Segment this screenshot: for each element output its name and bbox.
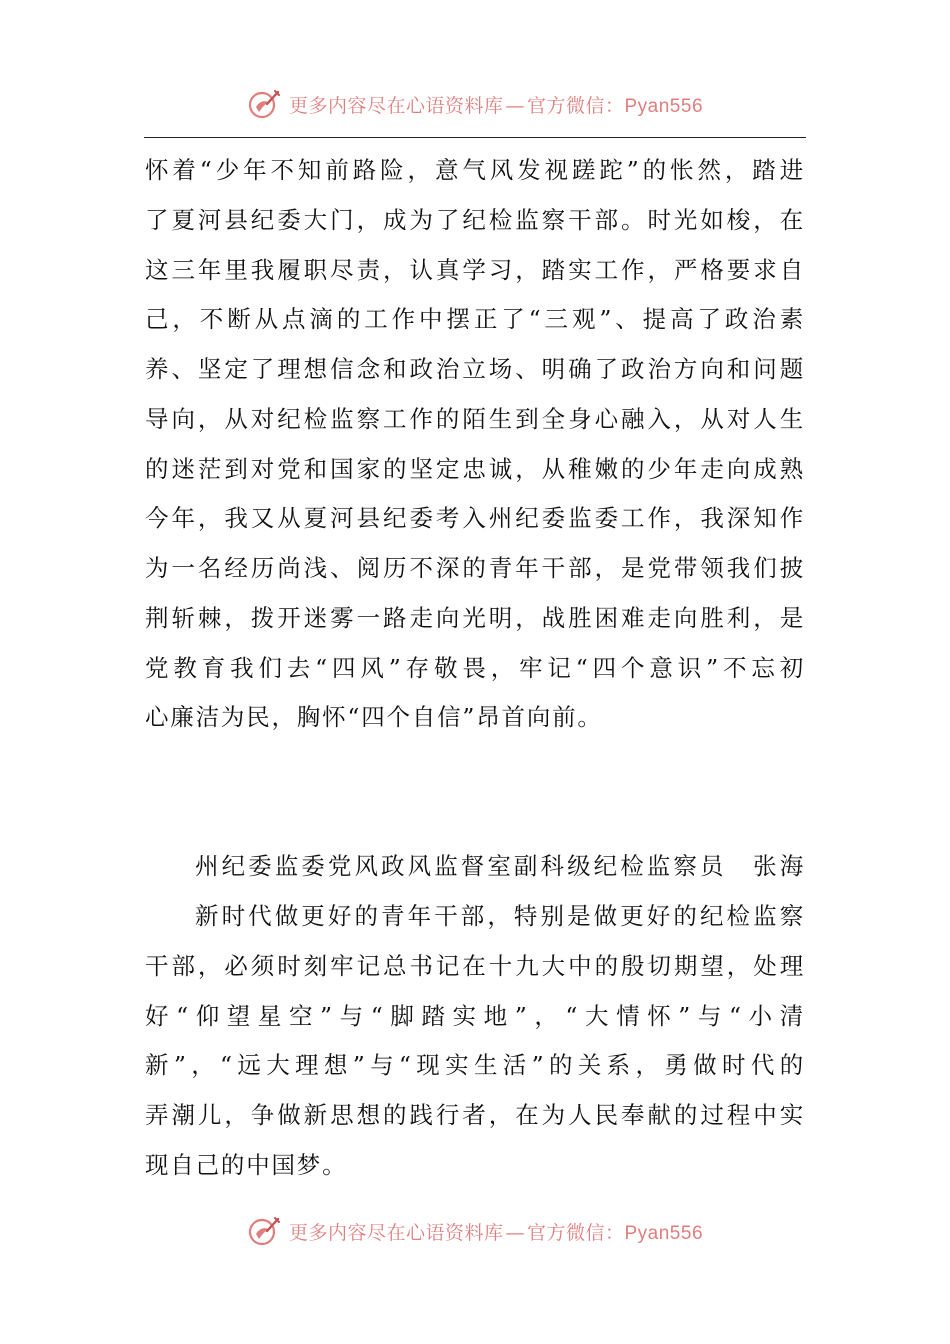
watermark-text (289, 91, 703, 118)
text-line: 养、坚定了理想信念和政治立场、明确了政治方向和问题 (145, 355, 805, 383)
speaker-line: 州纪委监委党风政风监督室副科级纪检监察员 张海 (195, 852, 805, 880)
text-line: 了夏河县纪委大门，成为了纪检监察干部。时光如梭，在 (145, 206, 805, 234)
watermark-dash: — (505, 1221, 525, 1244)
watermark-dash: — (505, 94, 525, 117)
text-line: 这三年里我履职尽责，认真学习，踏实工作，严格要求自 (145, 256, 805, 284)
watermark-brand: 更多内容尽在心语资料库 (288, 1221, 504, 1244)
text-line: 好“仰望星空”与“脚踏实地”，“大情怀”与“小清 (145, 1002, 805, 1030)
text-line: 的迷茫到对党和国家的坚定忠诚，从稚嫩的少年走向成熟 (145, 455, 805, 483)
text-line: 导向，从对纪检监察工作的陌生到全身心融入，从对人生 (145, 405, 805, 433)
text-line: 新时代做更好的青年干部，特别是做更好的纪检监察 (195, 902, 805, 930)
text-line: 怀着“少年不知前路险，意气风发视蹉跎”的怅然，踏进 (145, 156, 805, 184)
text-line: 现自己的中国梦。 (145, 1151, 348, 1179)
watermark-wechat-id: Pyan556 (624, 1222, 704, 1244)
watermark-official: 官方微信： (526, 1221, 625, 1244)
pen-seal-icon (247, 87, 281, 121)
watermark-wechat-id: Pyan556 (624, 95, 704, 117)
text-line: 党教育我们去“四风”存敬畏，牢记“四个意识”不忘初 (145, 654, 805, 682)
text-line: 弄潮儿，争做新思想的践行者，在为人民奉献的过程中实 (145, 1101, 805, 1129)
header-watermark (0, 84, 950, 124)
text-line: 今年，我又从夏河县纪委考入州纪委监委工作，我深知作 (145, 504, 805, 532)
text-line: 新”，“远大理想”与“现实生活”的关系，勇做时代的 (145, 1051, 805, 1079)
text-line: 干部，必须时刻牢记总书记在十九大中的殷切期望，处理 (145, 952, 805, 980)
watermark-text (289, 1218, 703, 1245)
text-line: 心廉洁为民，胸怀“四个自信”昂首向前。 (145, 703, 603, 731)
watermark-brand: 更多内容尽在心语资料库 (288, 94, 504, 117)
text-line: 为一名经历尚浅、阅历不深的青年干部，是党带领我们披 (145, 554, 805, 582)
watermark-official: 官方微信： (526, 94, 625, 117)
pen-seal-icon (247, 1214, 281, 1248)
footer-watermark (0, 1211, 950, 1251)
text-line: 己，不断从点滴的工作中摆正了“三观”、提高了政治素 (145, 305, 805, 333)
text-line: 荆斩棘，拨开迷雾一路走向光明，战胜困难走向胜利，是 (145, 604, 805, 632)
header-rule (144, 137, 806, 138)
